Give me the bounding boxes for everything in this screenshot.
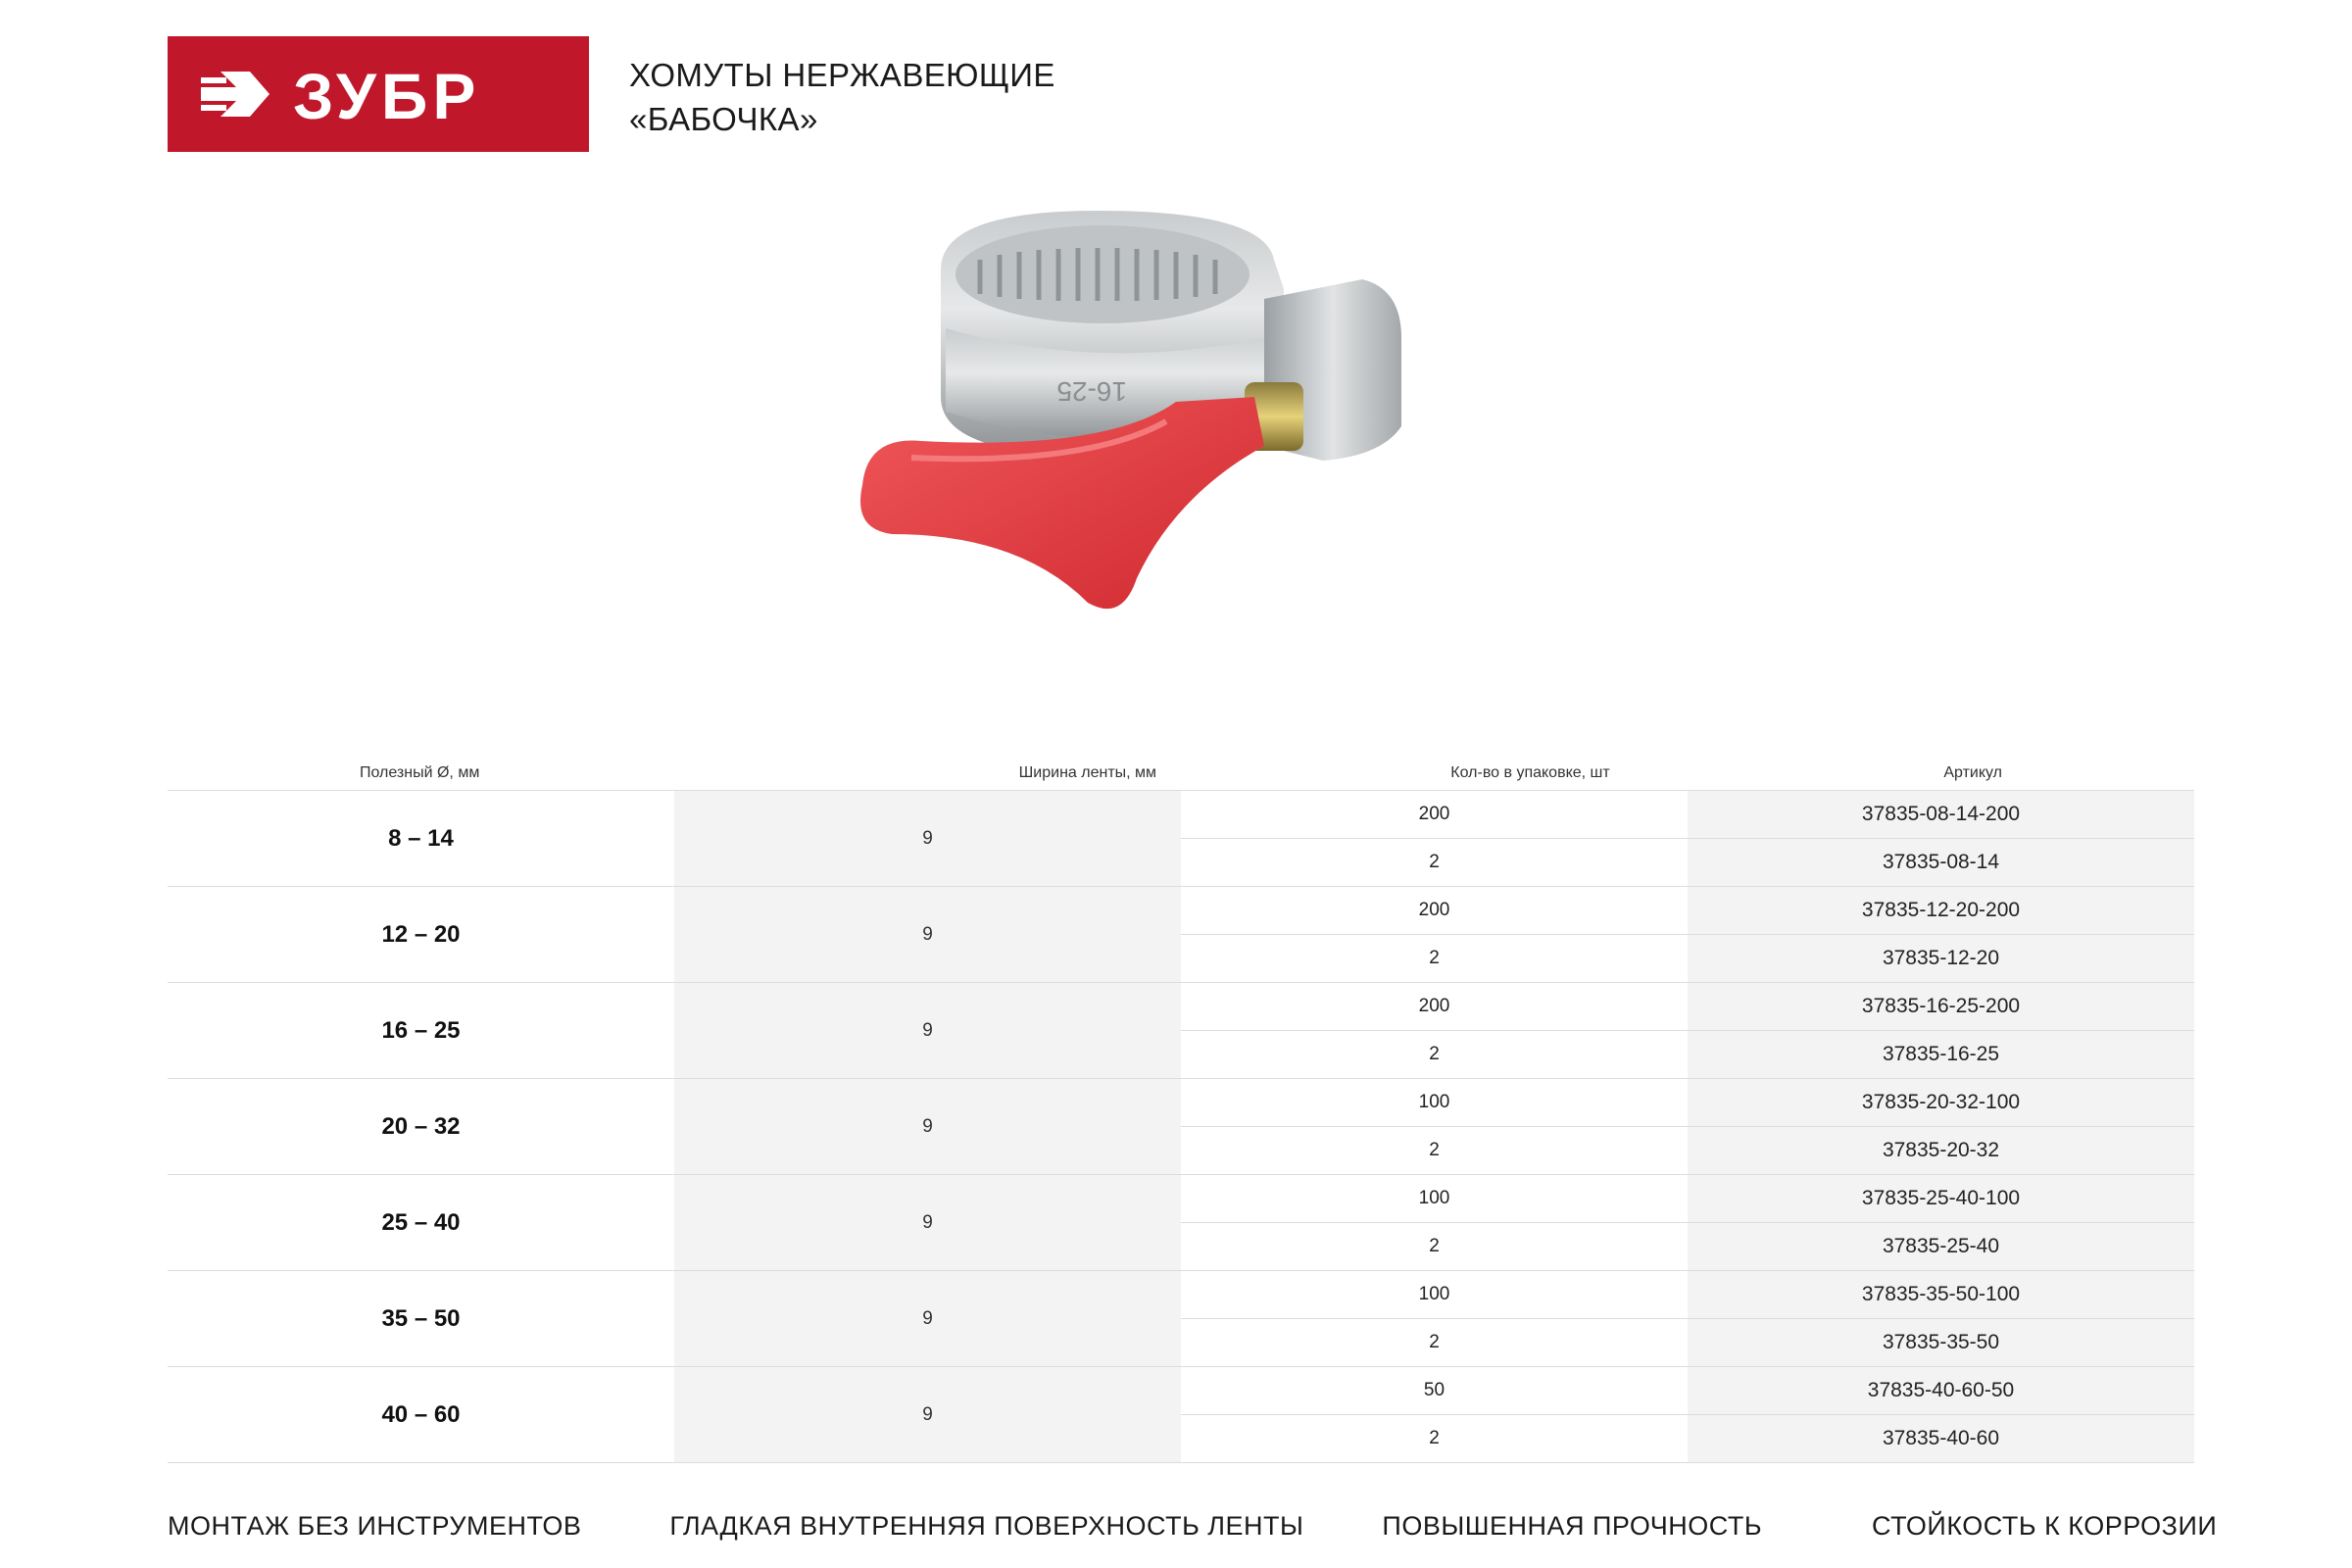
- package-variant: [1181, 791, 2194, 838]
- package-variant: [1181, 1079, 2194, 1126]
- article-cell: 37835-20-32-100: [1688, 1079, 2194, 1126]
- package-variant: [1181, 983, 2194, 1030]
- zubr-logo-icon: [168, 36, 589, 152]
- product-image: [853, 201, 1519, 681]
- brand-logo: [168, 36, 589, 152]
- table-row: [168, 1270, 2194, 1366]
- title-line-1: ХОМУТЫ НЕРЖАВЕЮЩИЕ: [629, 57, 1055, 93]
- package-variant: [1181, 1222, 2194, 1270]
- package-variant: [1181, 1030, 2194, 1078]
- article-cell: 37835-12-20: [1688, 935, 2194, 982]
- feature-corrosion: СТОЙКОСТЬ К КОРРОЗИИ: [1872, 1510, 2218, 1541]
- page-title: [629, 53, 1055, 141]
- article-cell: 37835-40-60-50: [1688, 1367, 2194, 1414]
- feature-strength: ПОВЫШЕННАЯ ПРОЧНОСТЬ: [1382, 1510, 1763, 1541]
- package-variant: [1181, 1318, 2194, 1366]
- qty-cell: 100: [1418, 1092, 1450, 1112]
- width-cell: 9: [674, 1175, 1181, 1270]
- table-row: [168, 1078, 2194, 1174]
- article-cell: 37835-08-14-200: [1688, 791, 2194, 838]
- article-cell: 37835-35-50: [1688, 1319, 2194, 1366]
- qty-cell: 200: [1418, 804, 1450, 824]
- qty-cell: 2: [1429, 1044, 1440, 1064]
- feature-smooth-surface: ГЛАДКАЯ ВНУТРЕННЯЯ ПОВЕРХНОСТЬ ЛЕНТЫ: [669, 1510, 1304, 1541]
- package-variant: [1181, 1367, 2194, 1414]
- qty-cell: 2: [1429, 1332, 1440, 1352]
- package-variant: [1181, 1271, 2194, 1318]
- package-variant: [1181, 1175, 2194, 1222]
- article-cell: 37835-16-25-200: [1688, 983, 2194, 1030]
- table-header: [168, 757, 2194, 790]
- diameter-cell: 35 – 50: [381, 1304, 461, 1332]
- band-marking: 16-25: [1056, 376, 1127, 407]
- qty-cell: 200: [1418, 900, 1450, 920]
- package-variant: [1181, 1414, 2194, 1462]
- qty-cell: 100: [1418, 1188, 1450, 1208]
- package-variant: [1181, 838, 2194, 886]
- qty-cell: 100: [1418, 1284, 1450, 1304]
- specs-table: [168, 757, 2194, 1463]
- article-cell: 37835-40-60: [1688, 1415, 2194, 1462]
- table-row: [168, 1366, 2194, 1463]
- diameter-cell: 8 – 14: [388, 824, 454, 852]
- table-row: [168, 1174, 2194, 1270]
- qty-cell: 2: [1429, 948, 1440, 968]
- diameter-cell: 12 – 20: [381, 920, 461, 948]
- width-cell: 9: [674, 1079, 1181, 1174]
- diameter-cell: 25 – 40: [381, 1208, 461, 1236]
- qty-cell: 2: [1429, 1140, 1440, 1160]
- header-width: Ширина ленты, мм: [1018, 764, 1157, 781]
- header-diameter: Полезный Ø, мм: [360, 764, 480, 781]
- article-cell: 37835-25-40-100: [1688, 1175, 2194, 1222]
- qty-cell: 200: [1418, 996, 1450, 1016]
- feature-no-tools: МОНТАЖ БЕЗ ИНСТРУМЕНТОВ: [168, 1510, 582, 1541]
- package-variant: [1181, 887, 2194, 934]
- diameter-cell: 20 – 32: [381, 1112, 461, 1140]
- qty-cell: 2: [1429, 852, 1440, 872]
- hose-clamp-illustration: [853, 201, 1519, 681]
- width-cell: 9: [674, 1367, 1181, 1462]
- qty-cell: 50: [1423, 1380, 1446, 1400]
- diameter-cell: 16 – 25: [381, 1016, 461, 1044]
- article-cell: 37835-20-32: [1688, 1127, 2194, 1174]
- article-cell: 37835-12-20-200: [1688, 887, 2194, 934]
- features-bar: [168, 1501, 2218, 1550]
- article-cell: 37835-25-40: [1688, 1223, 2194, 1270]
- article-cell: 37835-16-25: [1688, 1031, 2194, 1078]
- table-row: [168, 886, 2194, 982]
- article-cell: 37835-35-50-100: [1688, 1271, 2194, 1318]
- table-row: [168, 790, 2194, 886]
- package-variant: [1181, 934, 2194, 982]
- title-line-2: «БАБОЧКА»: [629, 101, 818, 137]
- brand-name: ЗУБР: [293, 60, 481, 132]
- package-variant: [1181, 1126, 2194, 1174]
- width-cell: 9: [674, 983, 1181, 1078]
- diameter-cell: 40 – 60: [381, 1400, 461, 1428]
- article-cell: 37835-08-14: [1688, 839, 2194, 886]
- header-article: Артикул: [1943, 764, 2002, 781]
- qty-cell: 2: [1429, 1236, 1440, 1256]
- qty-cell: 2: [1429, 1428, 1440, 1448]
- width-cell: 9: [674, 1271, 1181, 1366]
- width-cell: 9: [674, 791, 1181, 886]
- width-cell: 9: [674, 887, 1181, 982]
- table-row: [168, 982, 2194, 1078]
- header-qty: Кол-во в упаковке, шт: [1450, 764, 1610, 781]
